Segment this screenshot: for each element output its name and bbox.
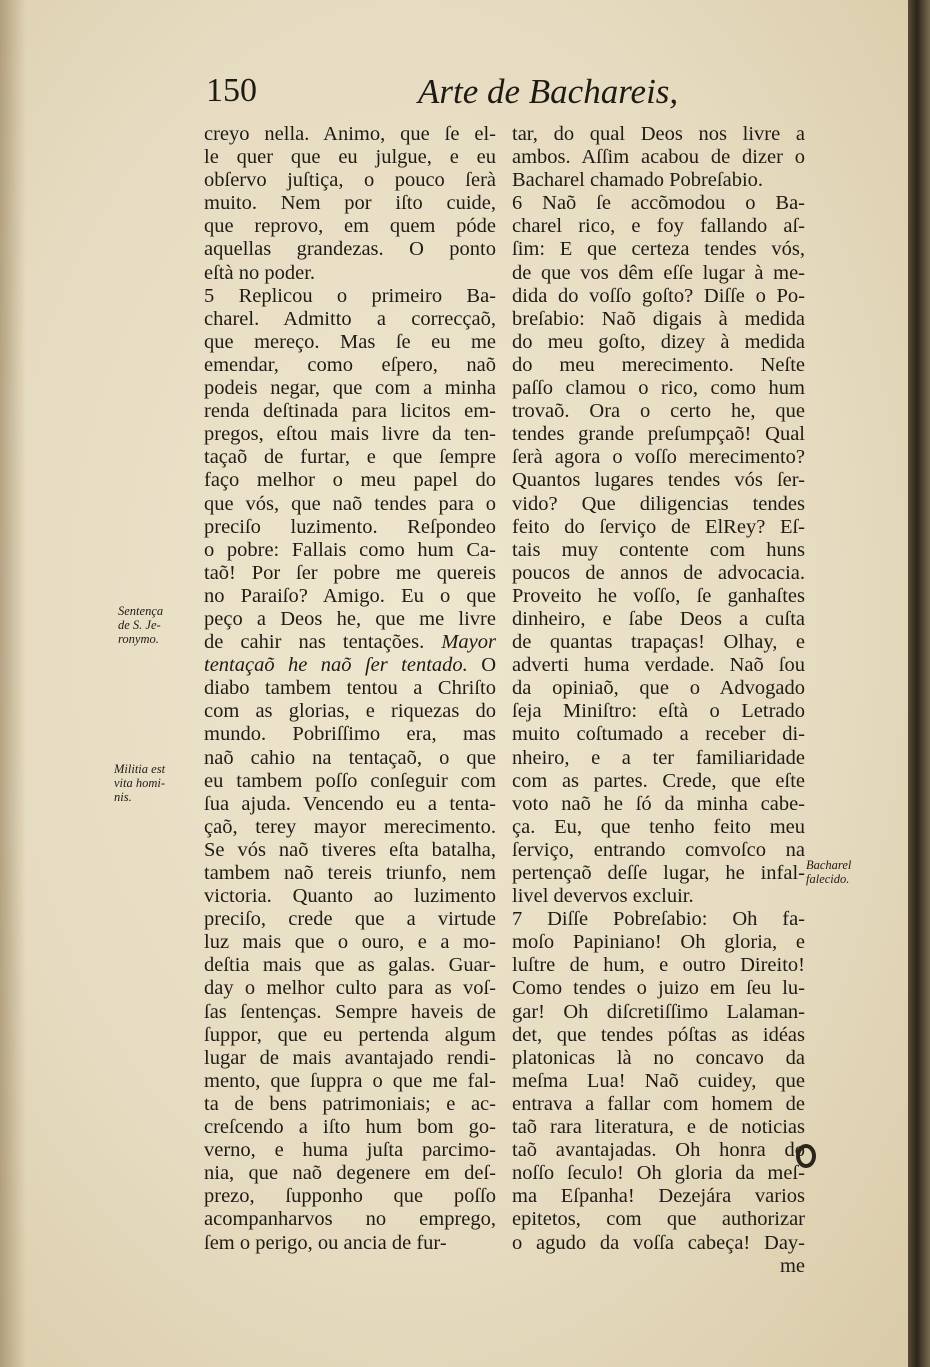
text-line: çaõ, terey mayor merecimento. bbox=[204, 815, 496, 838]
marginal-line: ronymo. bbox=[118, 632, 159, 646]
text-line: breſabio: Naõ digais à medida bbox=[512, 307, 805, 330]
text-line: ſua ajuda. Vencendo eu a tenta- bbox=[204, 792, 496, 815]
text-line: Como tendes o juizo em ſeu lu- bbox=[512, 977, 805, 1000]
text-line: naõ cahio na tentaçaõ, o que bbox=[204, 746, 496, 769]
text-line: gar! Oh diſcretiſſimo Lalaman- bbox=[512, 1000, 805, 1023]
text-line: de que vos dêm eſſe lugar à me- bbox=[512, 261, 805, 284]
marginal-line: Militia est bbox=[114, 762, 166, 776]
text-line: renda deſtinada para licitos em- bbox=[204, 400, 496, 423]
marginal-note-bacharel bbox=[806, 858, 876, 886]
text-line: com as glorias, e riquezas do bbox=[204, 700, 496, 723]
text-line: taõ rara literatura, e de noticias bbox=[512, 1116, 805, 1139]
text-line: lugar de mais avantajado rendi- bbox=[204, 1046, 496, 1069]
text-line: ambos. Aſſim acabou de dizer o bbox=[512, 146, 805, 169]
text-line: preciſo luzimento. Reſpondeo bbox=[204, 515, 496, 538]
text-line: victoria. Quanto ao luzimento bbox=[204, 885, 496, 908]
text-line: eſtà no poder. bbox=[204, 261, 316, 284]
text-line: podeis negar, que com a minha bbox=[204, 377, 496, 400]
text-line: me bbox=[779, 1254, 805, 1277]
text-line: le quer que eu julgue, e eu bbox=[204, 146, 496, 169]
text-line: muito. Nem por iſto cuide, bbox=[204, 192, 496, 215]
text-line: mento, que ſuppra o que me fal- bbox=[204, 1069, 496, 1092]
text-line: o agudo da voſſa cabeça! Day- bbox=[512, 1231, 805, 1254]
text-line: tentaçaõ he naõ ſer tentado. O bbox=[204, 654, 496, 677]
text-line: ſeja Miniſtro: eſtà o Letrado bbox=[512, 700, 805, 723]
text-line: do meu goſto, dizey à medida bbox=[512, 330, 805, 353]
text-line: da opiniaõ, que o Advogado bbox=[512, 677, 805, 700]
text-line: nheiro, e a ter familiaridade bbox=[512, 746, 805, 769]
running-title: Arte de Bachareis, bbox=[418, 72, 679, 111]
text-line: ma Eſpanha! Dezejára varios bbox=[512, 1185, 805, 1208]
text-line: trovaõ. Ora o certo he, que bbox=[512, 400, 805, 423]
right-text-column bbox=[512, 123, 805, 1278]
text-line: charel rico, e foy fallando aſ- bbox=[512, 215, 805, 238]
text-line: deſtia mais que as galas. Guar- bbox=[204, 954, 496, 977]
text-line: adverti huma verdade. Naõ ſou bbox=[512, 654, 805, 677]
text-line: creyo nella. Animo, que ſe el- bbox=[204, 123, 496, 145]
text-line: acompanharvos no emprego, bbox=[204, 1208, 496, 1231]
text-line: Quantos lugares tendes vós ſer- bbox=[512, 469, 805, 492]
text-line: mundo. Pobriſſimo era, mas bbox=[204, 723, 496, 746]
left-text-column bbox=[204, 123, 496, 1255]
text-line: platonicas là no concavo da bbox=[512, 1046, 805, 1069]
text-line: com as partes. Crede, que eſte bbox=[512, 769, 805, 792]
text-line: noſſo ſeculo! Oh gloria da meſ- bbox=[512, 1162, 805, 1185]
text-line: taõ! Por ſer pobre me quereis bbox=[204, 561, 496, 584]
text-line: charel. Admitto a correcçaõ, bbox=[204, 307, 496, 330]
text-line: luſtre de hum, e outro Direito! bbox=[512, 954, 805, 977]
text-line: verno, e huma juſta parcimo- bbox=[204, 1139, 496, 1162]
text-line: peço a Deos he, que me livre bbox=[204, 607, 496, 630]
text-line: poucos de annos de advocacia. bbox=[512, 561, 805, 584]
marginal-line: Bacharel bbox=[806, 858, 852, 872]
text-line: Proveito he voſſo, ſe ganhaſtes bbox=[512, 584, 805, 607]
text-line: vido? Que diligencias tendes bbox=[512, 492, 805, 515]
text-line: day o melhor culto para as voſ- bbox=[204, 977, 496, 1000]
text-line: preciſo, crede que a virtude bbox=[204, 908, 496, 931]
text-line: ſas ſentenças. Sempre haveis de bbox=[204, 1000, 496, 1023]
text-line: 6 Naõ ſe accõmodou o Ba- bbox=[512, 192, 805, 215]
text-line: emendar, como eſpero, naõ bbox=[204, 353, 496, 376]
text-line: nia, que naõ degenere em deſ- bbox=[204, 1162, 496, 1185]
text-line: tambem naõ tereis triunfo, nem bbox=[204, 862, 496, 884]
text-line: que vós, que naõ tendes para o bbox=[204, 492, 496, 515]
text-line: ſem o perigo, ou ancia de fur- bbox=[204, 1231, 447, 1254]
text-line: faço melhor o meu papel do bbox=[204, 469, 496, 492]
text-line: dida do voſſo goſto? Diſſe o Po- bbox=[512, 284, 805, 307]
ring-ornament-icon bbox=[796, 1144, 816, 1168]
text-line: ſim: E que certeza tendes vós, bbox=[512, 238, 805, 261]
text-line: taõ avantajadas. Oh honra do bbox=[512, 1139, 805, 1162]
text-line: pregos, eſtou mais livre da ten- bbox=[204, 423, 496, 446]
text-line: pertençaõ deſſe lugar, he infal- bbox=[512, 862, 805, 884]
spine-shadow bbox=[0, 0, 26, 1367]
text-line: ta de bens patrimoniais; e ac- bbox=[204, 1092, 496, 1115]
text-line: aquellas grandezas. O ponto bbox=[204, 238, 496, 261]
marginal-line: nis. bbox=[114, 790, 132, 804]
text-line: Bacharel chamado Pobreſabio. bbox=[512, 169, 764, 192]
marginal-line: de S. Je- bbox=[118, 618, 161, 632]
text-line: voto naõ he ſó da minha cabe- bbox=[512, 792, 805, 815]
text-line: ſerviço, entrando comvoſco na bbox=[512, 838, 805, 861]
page-number: 150 bbox=[206, 72, 257, 109]
text-line: meſma Lua! Naõ cuidey, que bbox=[512, 1069, 805, 1092]
text-line: 7 Diſſe Pobreſabio: Oh fa- bbox=[512, 908, 805, 931]
text-line: creſcendo a iſto hum bom go- bbox=[204, 1116, 496, 1139]
text-line: obſervo juſtiça, o pouco ſerà bbox=[204, 169, 496, 192]
text-line: o pobre: Fallais como hum Ca- bbox=[204, 538, 496, 561]
marginal-line: falecido. bbox=[806, 872, 850, 886]
page-header bbox=[0, 72, 908, 122]
text-line: prezo, ſupponho que poſſo bbox=[204, 1185, 496, 1208]
book-edge bbox=[908, 0, 930, 1367]
text-line: ſerà agora o voſſo merecimento? bbox=[512, 446, 805, 469]
text-line: no Paraiſo? Amigo. Eu o que bbox=[204, 584, 496, 607]
text-line: tais muy contente com huns bbox=[512, 538, 805, 561]
text-line: de cahir nas tentações. Mayor bbox=[204, 631, 496, 654]
text-line: 5 Replicou o primeiro Ba- bbox=[204, 284, 496, 307]
text-line: moſo Papiniano! Oh gloria, e bbox=[512, 931, 805, 954]
text-line: ça. Eu, que tenho feito meu bbox=[512, 815, 805, 838]
text-line: ſuppor, que eu pertenda algum bbox=[204, 1023, 496, 1046]
text-line: det, que tendes póſtas as idéas bbox=[512, 1023, 805, 1046]
marginal-note-militia bbox=[114, 762, 204, 804]
text-line: feito do ſerviço de ElRey? Eſ- bbox=[512, 515, 805, 538]
text-line: diabo tambem tentou a Chriſto bbox=[204, 677, 496, 700]
text-line: Se vós naõ tiveres eſta batalha, bbox=[204, 838, 496, 861]
text-line: paſſo clamou o rico, como hum bbox=[512, 377, 805, 400]
text-line: entrava a fallar com homem de bbox=[512, 1092, 805, 1115]
text-line: de quantas trapaças! Olhay, e bbox=[512, 631, 805, 654]
text-line: dinheiro, e ſabe Deos a cuſta bbox=[512, 607, 805, 630]
text-line: que mereço. Mas ſe eu me bbox=[204, 330, 496, 353]
text-line: tar, do qual Deos nos livre a bbox=[512, 123, 805, 145]
text-line: muito coſtumado a receber di- bbox=[512, 723, 805, 746]
text-line: taçaõ de furtar, e que ſempre bbox=[204, 446, 496, 469]
text-line: livel devervos excluir. bbox=[512, 885, 694, 908]
text-line: que reprovo, em quem póde bbox=[204, 215, 496, 238]
marginal-line: vita homi- bbox=[114, 776, 166, 790]
text-line: do meu merecimento. Neſte bbox=[512, 353, 805, 376]
text-line: tendes grande preſumpçaõ! Qual bbox=[512, 423, 805, 446]
text-line: eu tambem poſſo conſeguir com bbox=[204, 769, 496, 792]
text-line: epitetos, com que authorizar bbox=[512, 1208, 805, 1231]
marginal-note-sentenca bbox=[118, 604, 202, 646]
text-line: luz mais que o ouro, e a mo- bbox=[204, 931, 496, 954]
marginal-line: Sentença bbox=[118, 604, 164, 618]
